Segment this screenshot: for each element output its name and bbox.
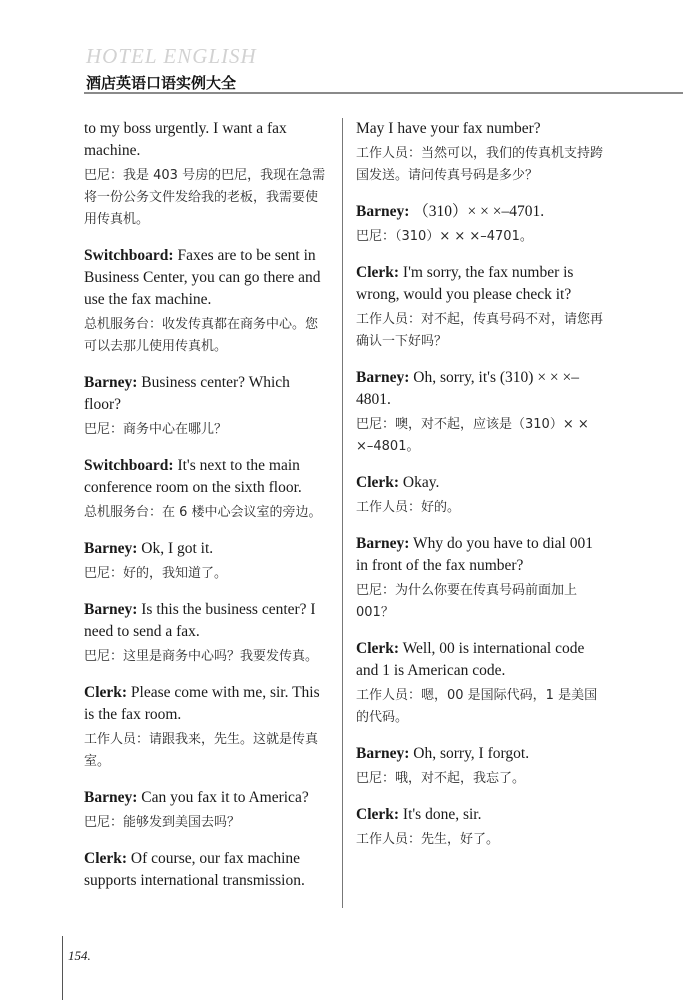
speaker-label: Clerk:: [356, 640, 400, 657]
english-line: [356, 262, 604, 306]
chinese-line: 巴尼：我是 403 号房的巴尼，我现在急需将一份公务文件发给我的老板，我需要使用传真机。: [84, 168, 326, 227]
english-text: Why do you have to dial 001 in front of the fax number?: [356, 535, 593, 574]
chinese-line: 巴尼：噢，对不起，应该是（310）× × ×–4801。: [356, 417, 589, 454]
speaker-label: Barney:: [84, 789, 138, 806]
english-text: （310）× × ×–4701.: [413, 203, 545, 220]
speaker-label: Barney:: [84, 374, 138, 391]
dialogue-entry: [84, 245, 330, 358]
chinese-line: 巴尼：好的，我知道了。: [84, 566, 228, 581]
dialogue-entry: [84, 848, 330, 892]
english-text: Please come with me, sir. This is the fax room.: [84, 684, 320, 723]
chinese-line: 巴尼：能够发到美国去吗？: [84, 815, 241, 830]
english-text: It's next to the main conference room on the sixth floor.: [84, 457, 302, 496]
dialogue-entry: [356, 367, 604, 458]
speaker-label: Switchboard:: [84, 247, 174, 264]
header-title-cn: 酒店英语口语实例大全: [86, 74, 237, 92]
english-line: [84, 599, 330, 643]
english-text: Business center? Which floor?: [84, 374, 290, 413]
english-line: [356, 367, 604, 411]
right-column: [356, 118, 604, 865]
english-text: Of course, our fax machine supports international transmission.: [84, 850, 305, 889]
dialogue-entry: [356, 804, 604, 851]
speaker-label: Barney:: [356, 535, 410, 552]
english-line: [84, 118, 330, 162]
english-line: [356, 118, 604, 140]
english-text: May I have your fax number?: [356, 120, 541, 137]
speaker-label: Clerk:: [356, 474, 400, 491]
dialogue-entry: [84, 599, 330, 668]
english-text: Ok, I got it.: [141, 540, 214, 557]
english-line: [356, 804, 604, 826]
column-divider: [342, 118, 343, 908]
left-column: [84, 118, 330, 906]
english-text: Okay.: [402, 474, 440, 491]
english-text: Oh, sorry, I forgot.: [413, 745, 530, 762]
chinese-line: 总机服务台：在 6 楼中心会议室的旁边。: [84, 505, 322, 520]
chinese-line: 巴尼：为什么你要在传真号码前面加上 001？: [356, 583, 578, 620]
english-line: [84, 848, 330, 892]
english-line: [356, 472, 604, 494]
dialogue-entry: [84, 682, 330, 773]
speaker-label: Clerk:: [84, 850, 128, 867]
english-line: [84, 245, 330, 311]
speaker-label: Clerk:: [84, 684, 128, 701]
speaker-label: Clerk:: [356, 264, 400, 281]
speaker-label: Barney:: [356, 203, 410, 220]
chinese-line: 工作人员：对不起，传真号码不对，请您再确认一下好吗？: [356, 312, 604, 349]
english-text: Oh, sorry, it's (310) × × ×–4801.: [356, 369, 580, 408]
english-text: Well, 00 is international code and 1 is American code.: [356, 640, 585, 679]
header-title-en: HOTEL ENGLISH: [86, 44, 257, 68]
speaker-label: Barney:: [84, 601, 138, 618]
english-text: I'm sorry, the fax number is wrong, would you please check it?: [356, 264, 574, 303]
dialogue-entry: [356, 262, 604, 353]
english-text: Faxes are to be sent in Business Center, you can go there and use the fax machine.: [84, 247, 321, 308]
english-text: Can you fax it to America?: [141, 789, 309, 806]
english-line: [356, 201, 604, 223]
dialogue-entry: [356, 201, 604, 248]
dialogue-entry: [84, 372, 330, 441]
english-line: [356, 533, 604, 577]
chinese-line: 巴尼：商务中心在哪儿？: [84, 422, 228, 437]
chinese-line: 巴尼：这里是商务中心吗？我要发传真。: [84, 649, 319, 664]
speaker-label: Clerk:: [356, 806, 400, 823]
english-text: It's done, sir.: [402, 806, 482, 823]
english-text: to my boss urgently. I want a fax machine.: [84, 120, 287, 159]
english-line: [84, 455, 330, 499]
english-line: [84, 538, 330, 560]
chinese-line: 巴尼：（310）× × ×–4701。: [356, 229, 533, 244]
speaker-label: Barney:: [356, 369, 410, 386]
english-line: [84, 682, 330, 726]
speaker-label: Switchboard:: [84, 457, 174, 474]
dialogue-entry: [356, 638, 604, 729]
header-rule: [84, 92, 683, 94]
dialogue-entry: [356, 533, 604, 624]
english-line: [84, 372, 330, 416]
dialogue-entry: [356, 743, 604, 790]
dialogue-entry: [84, 538, 330, 585]
page-number: 154.: [68, 948, 91, 963]
dialogue-entry: [356, 472, 604, 519]
dialogue-entry: [84, 455, 330, 524]
dialogue-entry: [84, 118, 330, 231]
english-line: [356, 743, 604, 765]
dialogue-entry: [84, 787, 330, 834]
chinese-line: 工作人员：嗯，00 是国际代码，1 是美国的代码。: [356, 688, 598, 725]
chinese-line: 总机服务台：收发传真都在商务中心。您可以去那儿使用传真机。: [84, 317, 319, 354]
speaker-label: Barney:: [356, 745, 410, 762]
speaker-label: Barney:: [84, 540, 138, 557]
chinese-line: 工作人员：好的。: [356, 500, 461, 515]
english-line: [84, 787, 330, 809]
dialogue-entry: [356, 118, 604, 187]
chinese-line: 巴尼：哦，对不起，我忘了。: [356, 771, 526, 786]
page-number-rule: [62, 936, 63, 1000]
chinese-line: 工作人员：当然可以，我们的传真机支持跨国发送。请问传真号码是多少？: [356, 146, 604, 183]
english-text: Is this the business center? I need to send a fax.: [84, 601, 316, 640]
english-line: [356, 638, 604, 682]
chinese-line: 工作人员：请跟我来，先生。这就是传真室。: [84, 732, 319, 769]
chinese-line: 工作人员：先生，好了。: [356, 832, 500, 847]
